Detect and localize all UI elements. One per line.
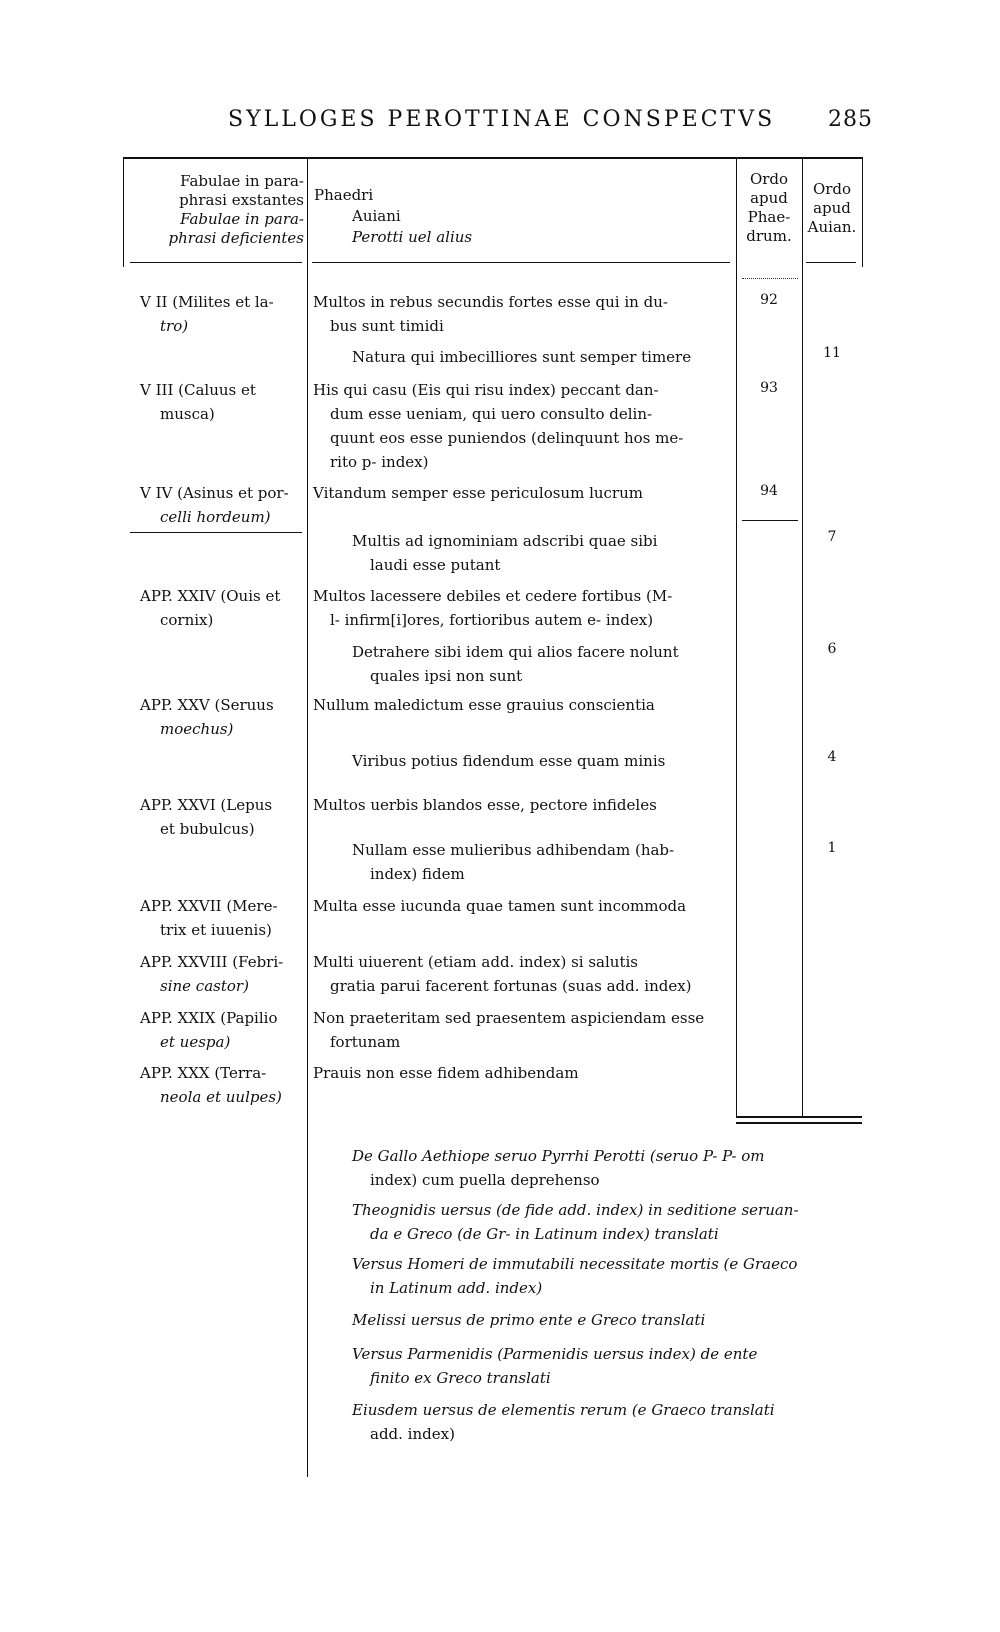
row1-fable-b: tro) bbox=[160, 317, 189, 335]
header-col1-d: phrasi deficientes bbox=[168, 229, 304, 247]
row2-text: Natura qui imbecilliores sunt semper timere bbox=[352, 348, 692, 366]
row7-avianus-order: 6 bbox=[827, 641, 837, 657]
appendix-item6-b: add. index) bbox=[370, 1425, 455, 1443]
header-col3-b: apud bbox=[750, 189, 788, 207]
header-col1-c: Fabulae in para- bbox=[180, 210, 304, 228]
column-rule-3 bbox=[802, 157, 803, 1117]
row11-text-b: index) fidem bbox=[370, 865, 465, 883]
appendix-item5-a: Versus Parmenidis (Parmenidis uersus index) de ente bbox=[352, 1345, 758, 1363]
appendix-item4: Melissi uersus de primo ente e Greco translati bbox=[352, 1311, 706, 1329]
row3-text-d: rito p- index) bbox=[330, 453, 429, 471]
row9-avianus-order: 4 bbox=[827, 749, 837, 765]
row5-text-a: Multis ad ignominiam adscribi quae sibi bbox=[352, 532, 658, 550]
row6-fable-b: cornix) bbox=[160, 611, 214, 629]
row13-fable-b: sine castor) bbox=[160, 977, 249, 995]
row8-text: Nullum maledictum esse grauius conscientia bbox=[313, 696, 655, 714]
header-col1-a: Fabulae in para- bbox=[180, 172, 304, 190]
row4-phaedrus-order: 94 bbox=[760, 483, 778, 499]
row3-text-b: dum esse ueniam, qui uero consulto delin- bbox=[330, 405, 653, 423]
closing-rule-lower bbox=[736, 1122, 862, 1124]
header-col2-c: Perotti uel alius bbox=[352, 228, 473, 246]
row12-fable-b: trix et iuuenis) bbox=[160, 921, 272, 939]
row6-text-a: Multos lacessere debiles et cedere fortibus (M- bbox=[313, 587, 673, 605]
row15-fable-b: neola et uulpes) bbox=[160, 1088, 282, 1106]
table-top-rule bbox=[123, 157, 863, 159]
row5-text-b: laudi esse putant bbox=[370, 556, 501, 574]
header-col3-a: Ordo bbox=[749, 170, 789, 188]
dotted-rule-col3 bbox=[742, 278, 798, 279]
row12-text: Multa esse iucunda quae tamen sunt incommoda bbox=[313, 897, 687, 915]
row1-phaedrus-order: 92 bbox=[760, 292, 778, 308]
row3-text-c: quunt eos esse puniendos (delinquunt hos me- bbox=[330, 429, 684, 447]
row4-text: Vitandum semper esse periculosum lucrum bbox=[313, 484, 643, 502]
column-rule-2 bbox=[736, 157, 737, 1117]
header-rule-col4 bbox=[806, 262, 856, 263]
header-col4-a: Ordo bbox=[812, 180, 852, 198]
appendix-item5-b: finito ex Greco translati bbox=[370, 1369, 551, 1387]
row11-avianus-order: 1 bbox=[827, 840, 837, 856]
header-rule-col2 bbox=[312, 262, 730, 263]
section-rule-col3 bbox=[742, 520, 798, 521]
row10-fable-a: APP. XXVI (Lepus bbox=[140, 796, 273, 814]
row7-text-b: quales ipsi non sunt bbox=[370, 667, 523, 685]
row12-fable-a: APP. XXVII (Mere- bbox=[140, 897, 278, 915]
section-rule-col1 bbox=[130, 532, 302, 533]
appendix-item2-a: Theognidis uersus (de fide add. index) in seditione seruan- bbox=[352, 1201, 799, 1219]
row15-text: Prauis non esse fidem adhibendam bbox=[313, 1064, 579, 1082]
row8-fable-a: APP. XXV (Seruus bbox=[140, 696, 274, 714]
column-rule-1 bbox=[307, 157, 308, 1477]
row9-text: Viribus potius fidendum esse quam minis bbox=[352, 752, 666, 770]
row15-fable-a: APP. XXX (Terra- bbox=[140, 1064, 267, 1082]
row14-fable-a: APP. XXIX (Papilio bbox=[140, 1009, 278, 1027]
row14-text-a: Non praeteritam sed praesentem aspiciendam esse bbox=[313, 1009, 705, 1027]
row10-fable-b: et bubulcus) bbox=[160, 820, 255, 838]
row13-text-a: Multi uiuerent (etiam add. index) si salutis bbox=[313, 953, 638, 971]
row13-fable-a: APP. XXVIII (Febri- bbox=[140, 953, 284, 971]
header-col1-b: phrasi exstantes bbox=[179, 191, 304, 209]
header-col4-c: Auian. bbox=[807, 218, 857, 236]
header-col2-b: Auiani bbox=[352, 207, 401, 225]
row3-text-a: His qui casu (Eis qui risu index) peccant dan- bbox=[313, 381, 659, 399]
row10-text: Multos uerbis blandos esse, pectore infideles bbox=[313, 796, 657, 814]
row8-fable-b: moechus) bbox=[160, 720, 234, 738]
row14-fable-b: et uespa) bbox=[160, 1033, 231, 1051]
appendix-item2-b: da e Greco (de Gr- in Latinum index) translati bbox=[370, 1225, 719, 1243]
running-head-title: SYLLOGES PEROTTINAE CONSPECTVS bbox=[228, 107, 776, 132]
row14-text-b: fortunam bbox=[330, 1033, 401, 1051]
table-right-rule bbox=[862, 157, 863, 267]
row3-phaedrus-order: 93 bbox=[760, 380, 778, 396]
row1-fable-a: V II (Milites et la- bbox=[140, 293, 274, 311]
header-col4-b: apud bbox=[813, 199, 851, 217]
row3-fable-a: V III (Caluus et bbox=[140, 381, 256, 399]
appendix-item6-a: Eiusdem uersus de elementis rerum (e Graeco translati bbox=[352, 1401, 775, 1419]
row7-text-a: Detrahere sibi idem qui alios facere nolunt bbox=[352, 643, 679, 661]
header-col2-a: Phaedri bbox=[314, 186, 374, 204]
header-col3-c: Phae- bbox=[747, 208, 791, 226]
appendix-item1-a: De Gallo Aethiope seruo Pyrrhi Perotti (seruo P- P- om bbox=[352, 1147, 765, 1165]
row6-text-b: l- infirm[i]ores, fortioribus autem e- index) bbox=[330, 611, 654, 629]
table-left-rule bbox=[123, 157, 124, 267]
row4-fable-b: celli hordeum) bbox=[160, 508, 271, 526]
row1-text-b: bus sunt timidi bbox=[330, 317, 444, 335]
header-col3-d: drum. bbox=[746, 227, 792, 245]
row5-avianus-order: 7 bbox=[827, 529, 837, 545]
header-rule-col1 bbox=[130, 262, 302, 263]
appendix-item3-a: Versus Homeri de immutabili necessitate mortis (e Graeco bbox=[352, 1255, 798, 1273]
row13-text-b: gratia parui facerent fortunas (suas add. index) bbox=[330, 977, 692, 995]
row4-fable-a: V IV (Asinus et por- bbox=[140, 484, 289, 502]
row2-avianus-order: 11 bbox=[823, 345, 841, 361]
row6-fable-a: APP. XXIV (Ouis et bbox=[140, 587, 281, 605]
appendix-item1-b: index) cum puella deprehenso bbox=[370, 1171, 600, 1189]
closing-rule-upper bbox=[736, 1116, 862, 1118]
page-number: 285 bbox=[828, 107, 873, 132]
row11-text-a: Nullam esse mulieribus adhibendam (hab- bbox=[352, 841, 675, 859]
row1-text-a: Multos in rebus secundis fortes esse qui in du- bbox=[313, 293, 668, 311]
row3-fable-b: musca) bbox=[160, 405, 215, 423]
appendix-item3-b: in Latinum add. index) bbox=[370, 1279, 543, 1297]
